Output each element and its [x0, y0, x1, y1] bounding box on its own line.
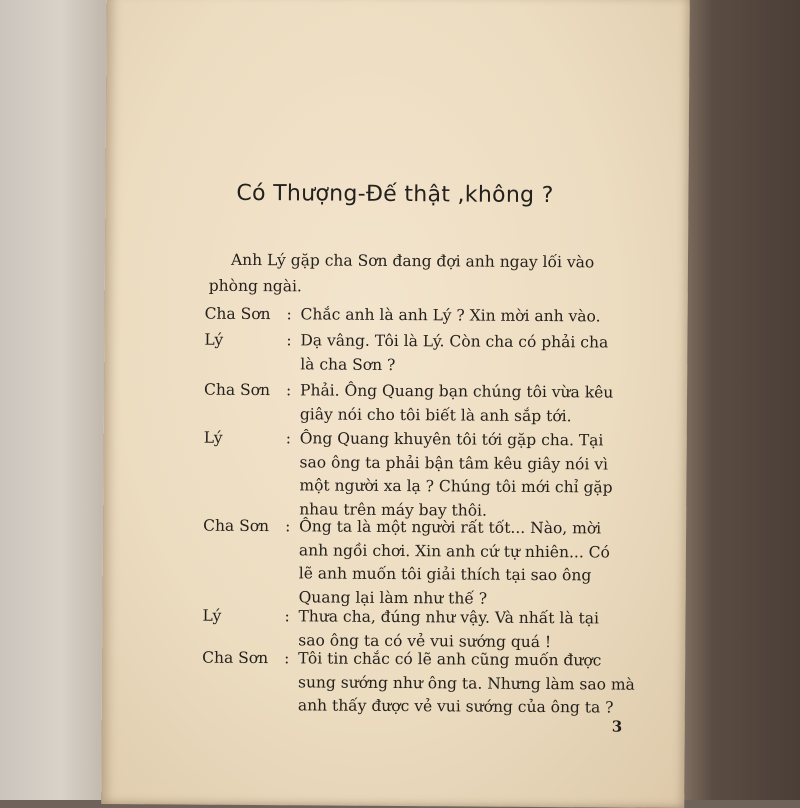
- dialogue-line: [203, 515, 664, 612]
- speech-text: Ông ta là một người rất tốt... Nào, mời anh ngồi chơi. Xin anh cứ tự nhiên... Có lẽ anh muốn tôi giải thích tại sao ông Quang lại làm như thế ?: [298, 517, 610, 608]
- dialogue-line: [204, 329, 664, 379]
- speaker-name: Lý: [202, 606, 222, 625]
- book-cover-right: [675, 0, 800, 800]
- chapter-title: Có Thượng-Đế thật ,không ?: [236, 180, 554, 209]
- colon: :: [286, 381, 292, 400]
- dialogue-line: [203, 427, 664, 524]
- page-number: 3: [611, 717, 623, 736]
- speaker-name: Lý: [203, 428, 223, 447]
- speech-text: Chắc anh là anh Lý ? Xin mời anh vào.: [300, 305, 601, 326]
- dialogue-line: [204, 379, 664, 429]
- colon: :: [285, 517, 291, 536]
- colon: :: [284, 607, 290, 626]
- speaker-name: Cha Sơn: [204, 304, 271, 324]
- colon: :: [286, 331, 292, 350]
- speech-text: Phải. Ông Quang bạn chúng tôi vừa kêu giây nói cho tôi biết là anh sắp tới.: [299, 381, 614, 425]
- speech-text: Ông Quang khuyên tôi tới gặp cha. Tại sao ông ta phải bận tâm kêu giây nói vì một người xa lạ ? Chúng tôi mới chỉ gặp nhau trên máy bay thôi.: [299, 429, 613, 520]
- book-page: [101, 0, 690, 808]
- speech-text: Dạ vâng. Tôi là Lý. Còn cha có phải cha là cha Sơn ?: [300, 331, 609, 374]
- page-stack-left: [0, 0, 110, 800]
- intro-paragraph: Anh Lý gặp cha Sơn đang đợi anh ngay lối vào phòng ngài.: [208, 250, 595, 296]
- colon: :: [286, 305, 292, 324]
- speaker-name: Cha Sơn: [203, 516, 270, 536]
- colon: :: [284, 649, 290, 668]
- speech-text: Tôi tin chắc có lẽ anh cũng muốn được sung sướng như ông ta. Nhưng làm sao mà anh thấy được vẻ vui sướng của ông ta ?: [297, 649, 635, 717]
- dialogue-line: [205, 303, 665, 330]
- colon: :: [285, 429, 292, 448]
- speech-text: Thưa cha, đúng như vậy. Và nhất là tại sao ông ta có vẻ vui sướng quá !: [298, 607, 600, 651]
- speaker-name: Cha Sơn: [202, 648, 269, 668]
- speaker-name: Lý: [204, 330, 224, 349]
- dialogue-line: [202, 647, 662, 721]
- speaker-name: Cha Sơn: [204, 380, 271, 400]
